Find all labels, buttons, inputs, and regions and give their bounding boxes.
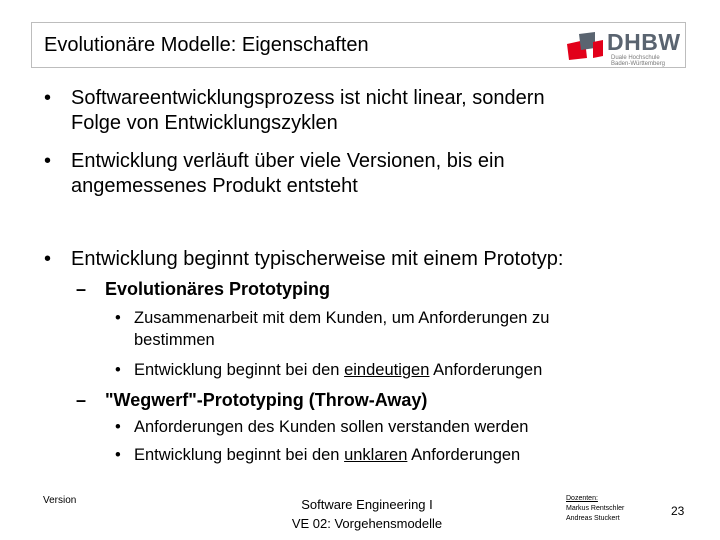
bullet-marker: • [115, 361, 121, 379]
bullet-text: Entwicklung beginnt typischerweise mit einem Prototyp: [71, 248, 564, 270]
title-box [31, 22, 686, 68]
bullet-text [71, 149, 505, 199]
footer-course-line: Software Engineering I [301, 497, 433, 512]
dash-marker: – [76, 279, 87, 299]
bullet-line: Folge von Entwicklungszyklen [71, 112, 338, 134]
footer-version: Version [43, 495, 77, 506]
logo-subtext: Duale Hochschule [611, 55, 660, 61]
bullet-marker: • [44, 248, 52, 270]
sub-bullet-text: Anforderungen des Kunden sollen verstanden werden [134, 418, 529, 436]
bullet-line: angemessenes Produkt entsteht [71, 175, 358, 197]
logo-mark-icon [565, 30, 605, 62]
bullet-line: bestimmen [134, 331, 215, 349]
sub-bullet-text: Entwicklung beginnt bei den unklaren Anforderungen [134, 446, 521, 464]
footer-course [262, 495, 472, 533]
footer-lecturers [566, 494, 624, 524]
footer-course-line: VE 02: Vorgehensmodelle [291, 516, 443, 531]
lecturers-label: Dozenten: [566, 495, 598, 502]
slide-title: Evolutionäre Modelle: Eigenschaften [44, 34, 369, 56]
bullet-marker: • [115, 446, 121, 464]
lecturer-name: Andreas Stuckert [566, 515, 620, 522]
bullet-line: Softwareentwicklungsprozess ist nicht linear, sondern [71, 87, 545, 109]
bullet-marker: • [115, 309, 121, 327]
sub-bullet-text [134, 307, 549, 351]
emphasis-underlined: eindeutigen [344, 361, 430, 379]
sub-bullet-text: Entwicklung beginnt bei den eindeutigen Anforderungen [134, 361, 543, 379]
subheading-evolutionary: Evolutionäres Prototyping [105, 279, 331, 299]
subheading-throwaway: "Wegwerf"-Prototyping (Throw-Away) [105, 390, 428, 410]
lecturer-name: Markus Rentschler [566, 505, 625, 512]
bullet-text [71, 86, 545, 136]
bullet-line: Zusammenarbeit mit dem Kunden, um Anforderungen zu [134, 309, 550, 327]
dash-marker: – [76, 390, 87, 410]
bullet-marker: • [44, 87, 52, 109]
logo-subtext: Baden-Württemberg [611, 61, 666, 67]
bullet-marker: • [44, 150, 52, 172]
dhbw-logo [565, 28, 680, 66]
emphasis-underlined: unklaren [344, 446, 408, 464]
bullet-line: Entwicklung verläuft über viele Versionen, bis ein [71, 150, 505, 172]
bullet-marker: • [115, 418, 121, 436]
logo-text: DHBW [607, 29, 681, 55]
page-number: 23 [671, 504, 685, 518]
